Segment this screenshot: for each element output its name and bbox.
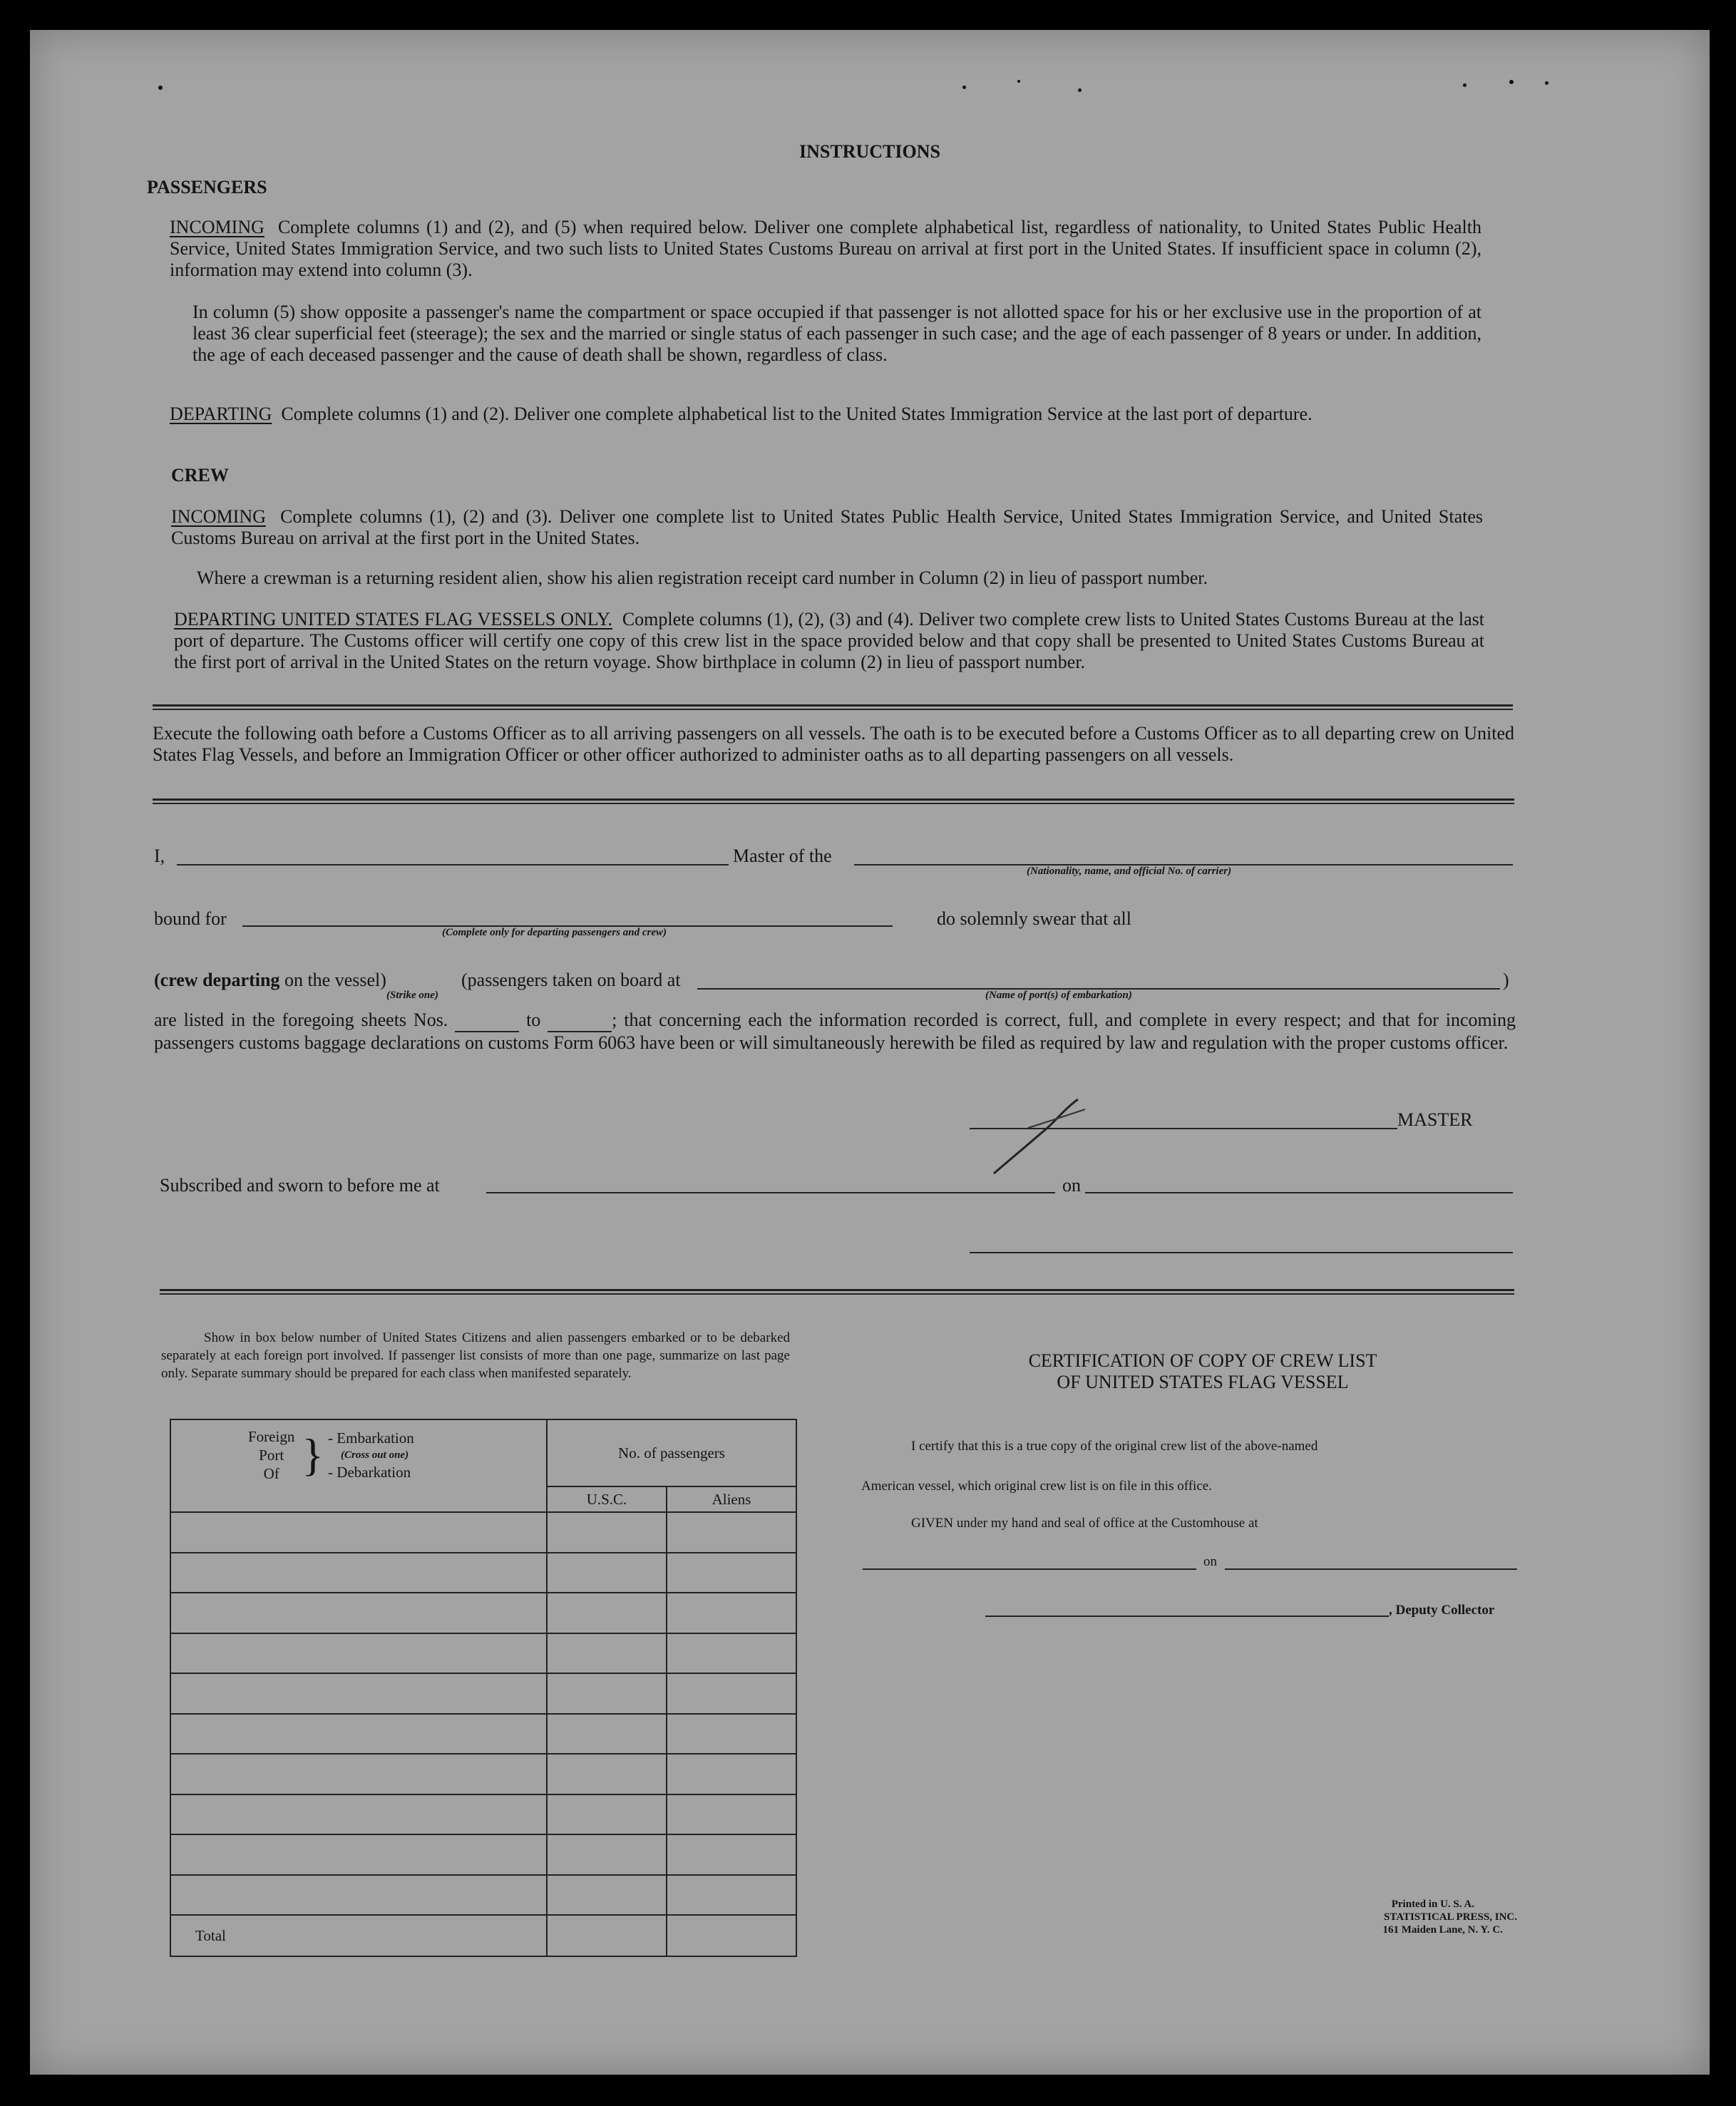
listed-text-b: ; that concerning each the information recorded is correct, full, and complete in every respect; and that for incoming passengers customs baggage declarations on customs Form 6063 have been or will simultaneously herewith be filed as required by law and regulation with the proper customs officer. <box>154 1010 1516 1053</box>
aliens-cell[interactable] <box>667 1754 796 1794</box>
summary-row <box>170 1794 796 1835</box>
usc-cell[interactable] <box>547 1673 667 1714</box>
cert-on-label: on <box>1203 1554 1217 1569</box>
summary-row <box>170 1834 796 1875</box>
usc-cell[interactable] <box>547 1633 667 1674</box>
certify-text: I certify that this is a true copy of the original crew list of the above-named <box>911 1439 1318 1454</box>
sheet-to-field[interactable] <box>548 1010 612 1032</box>
certification-title-2: OF UNITED STATES FLAG VESSEL <box>1057 1372 1349 1392</box>
deputy-collector-label: , Deputy Collector <box>1389 1603 1495 1618</box>
deputy-signature-field[interactable] <box>985 1616 1389 1617</box>
summary-row <box>170 1553 796 1593</box>
given-text: GIVEN under my hand and seal of office at the Customhouse at <box>911 1516 1258 1531</box>
strike-one-hint: (Strike one) <box>386 990 438 1001</box>
master-of-label: Master of the <box>733 846 832 866</box>
crew-departing-option[interactable] <box>154 970 386 991</box>
foreign-label: Foreign <box>248 1428 295 1445</box>
crew-incoming-section <box>171 506 1483 549</box>
aliens-cell[interactable] <box>667 1834 796 1875</box>
cert-date-field[interactable] <box>1225 1568 1517 1570</box>
sworn-on-label: on <box>1062 1175 1081 1196</box>
brace-glyph: } <box>302 1429 324 1480</box>
port-cell[interactable] <box>170 1834 547 1875</box>
summary-row <box>170 1754 796 1794</box>
usc-cell[interactable] <box>547 1875 667 1916</box>
page-heading: INSTRUCTIONS <box>799 141 940 162</box>
listed-text-a: are listed in the foregoing sheets Nos. <box>154 1010 448 1030</box>
master-name-field[interactable] <box>177 864 729 865</box>
crew-incoming-text: Complete columns (1), (2) and (3). Deliver one complete list to United States Public Health Service, United States Immigration Service, and United States Customs Bureau on arrival at the first port in the United States. <box>171 506 1483 548</box>
passengers-incoming-section <box>170 217 1481 281</box>
port-cell[interactable] <box>170 1633 547 1674</box>
usc-cell[interactable] <box>547 1553 667 1593</box>
total-label <box>170 1915 547 1956</box>
total-text: Total <box>195 1926 226 1944</box>
passengers-incoming-label: INCOMING <box>170 217 264 237</box>
oath-listed-paragraph <box>154 1010 1516 1054</box>
passengers-title: PASSENGERS <box>147 177 267 197</box>
total-aliens-cell[interactable] <box>667 1915 796 1956</box>
aliens-cell[interactable] <box>667 1633 796 1674</box>
of-label: Of <box>263 1465 279 1482</box>
no-passengers-header: No. of passengers <box>547 1419 796 1486</box>
signature-mark <box>985 1095 1142 1181</box>
passengers-departing-section <box>170 404 1481 425</box>
form-page <box>30 30 1710 2075</box>
aliens-header: Aliens <box>667 1486 796 1512</box>
sworn-date-field[interactable] <box>1085 1192 1513 1193</box>
crew-departing-text: (crew departing <box>154 970 280 990</box>
listed-to: to <box>526 1010 541 1030</box>
oath-i-label: I, <box>154 846 165 866</box>
aliens-cell[interactable] <box>667 1794 796 1835</box>
usc-cell[interactable] <box>547 1754 667 1794</box>
officer-signature-field[interactable] <box>970 1252 1513 1253</box>
usc-cell[interactable] <box>547 1794 667 1835</box>
aliens-cell[interactable] <box>667 1593 796 1633</box>
usc-cell[interactable] <box>547 1714 667 1755</box>
embarkation-option[interactable]: - Embarkation <box>328 1429 414 1447</box>
swear-text: do solemnly swear that all <box>937 908 1131 929</box>
summary-row <box>170 1512 796 1553</box>
printer-line-1: Printed in U. S. A. <box>1391 1899 1474 1910</box>
crew-departing-text: Complete columns (1), (2), (3) and (4). Deliver two complete crew lists to United States Customs Bureau at the last port of departure. The Customs officer will certify one copy of this crew list in the space provided below and that copy shall be presented to United States Customs Bureau at the first port of arrival in the United States on the return voyage. Show birthplace in column (2) in lieu of passport number. <box>174 609 1484 672</box>
usc-header: U.S.C. <box>547 1486 667 1512</box>
crew-resident-text: Where a crewman is a returning resident alien, show his alien registration receipt card number in Column (2) in lieu of passport number. <box>197 567 1208 588</box>
port-cell[interactable] <box>170 1754 547 1794</box>
passengers-incoming-text: Complete columns (1) and (2), and (5) when required below. Deliver one complete alphabetical list, regardless of nationality, to United States Public Health Service, United States Immigration Service, and two such lists to United States Customs Bureau on arrival at first port in the United States. If insufficient space in column (2), information may extend into column (3). <box>170 217 1482 280</box>
port-cell[interactable] <box>170 1714 547 1755</box>
port-cell[interactable] <box>170 1673 547 1714</box>
port-cell[interactable] <box>170 1512 547 1553</box>
master-label: MASTER <box>1397 1109 1473 1130</box>
certification-title-1: CERTIFICATION OF COPY OF CREW LIST <box>1028 1350 1377 1371</box>
port-cell[interactable] <box>170 1794 547 1835</box>
debarkation-option[interactable]: - Debarkation <box>328 1464 411 1481</box>
carrier-hint: (Nationality, name, and official No. of carrier) <box>1027 865 1232 877</box>
summary-row <box>170 1875 796 1916</box>
summary-row <box>170 1673 796 1714</box>
port-hint: (Name of port(s) of embarkation) <box>985 990 1132 1001</box>
aliens-cell[interactable] <box>667 1553 796 1593</box>
aliens-cell[interactable] <box>667 1714 796 1755</box>
summary-row <box>170 1633 796 1674</box>
port-cell[interactable] <box>170 1875 547 1916</box>
sworn-label: Subscribed and sworn to before me at <box>160 1175 440 1196</box>
cross-out-hint: (Cross out one) <box>341 1449 409 1461</box>
divider <box>160 1289 1514 1295</box>
passengers-departing-label: DEPARTING <box>170 404 272 424</box>
passengers-column5-text: In column (5) show opposite a passenger's name the compartment or space occupied if that passenger is not allotted space for his or her exclusive use in the proportion of at least 36 clear superficial feet (steerage); the sex and the married or single status of each passenger in such case; and the age of each passenger of 8 years or under. In addition, the age of each deceased passenger and the cause of death shall be shown, regardless of class. <box>192 302 1481 365</box>
aliens-cell[interactable] <box>667 1512 796 1553</box>
crew-title: CREW <box>171 465 229 486</box>
printer-line-2: STATISTICAL PRESS, INC. <box>1383 1911 1517 1923</box>
summary-row <box>170 1714 796 1755</box>
crew-departing-section <box>174 609 1484 673</box>
certify-text-2: American vessel, which original crew list is on file in this office. <box>861 1479 1212 1494</box>
port-cell[interactable] <box>170 1593 547 1633</box>
summary-instructions: Show in box below number of United States Citizens and alien passengers embarked or to be debarked separately at each foreign port involved. If passenger list consists of more than one page, summarize on last page only. Separate summary should be prepared for each class when manifested separately. <box>161 1330 790 1381</box>
usc-cell[interactable] <box>547 1512 667 1553</box>
aliens-cell[interactable] <box>667 1673 796 1714</box>
crew-departing-label: DEPARTING UNITED STATES FLAG VESSELS ONLY. <box>174 609 613 630</box>
divider <box>153 798 1514 804</box>
port-header <box>170 1419 547 1512</box>
close-paren: ) <box>1503 970 1509 990</box>
customhouse-field[interactable] <box>863 1568 1196 1570</box>
bound-for-label: bound for <box>154 908 227 929</box>
divider <box>153 704 1513 710</box>
oath-intro: Execute the following oath before a Customs Officer as to all arriving passengers on all vessels. The oath is to be executed before a Customs Officer as to all departing crew on United States Flag Vessels, and before an Immigration Officer or other officer authorized to administer oaths as to all departing passengers on all vessels. <box>153 723 1514 765</box>
total-usc-cell[interactable] <box>547 1915 667 1956</box>
port-label: Port <box>259 1447 284 1464</box>
sworn-place-field[interactable] <box>486 1192 1055 1193</box>
passengers-taken-option[interactable]: (passengers taken on board at <box>461 970 681 990</box>
usc-cell[interactable] <box>547 1593 667 1633</box>
crew-incoming-label: INCOMING <box>171 506 266 527</box>
usc-cell[interactable] <box>547 1834 667 1875</box>
port-cell[interactable] <box>170 1553 547 1593</box>
summary-table <box>170 1419 797 1944</box>
bound-for-hint: (Complete only for departing passengers and crew) <box>442 927 667 938</box>
aliens-cell[interactable] <box>667 1875 796 1916</box>
printer-imprint <box>1246 1898 1517 1936</box>
passengers-departing-text: Complete columns (1) and (2). Deliver one complete alphabetical list to the United States Immigration Service at the last port of departure. <box>281 404 1313 424</box>
on-vessel-text: on the vessel) <box>284 970 386 990</box>
sheet-from-field[interactable] <box>455 1010 519 1032</box>
summary-row <box>170 1593 796 1633</box>
summary-grid <box>170 1419 797 1957</box>
printer-line-3: 161 Maiden Lane, N. Y. C. <box>1382 1924 1503 1936</box>
